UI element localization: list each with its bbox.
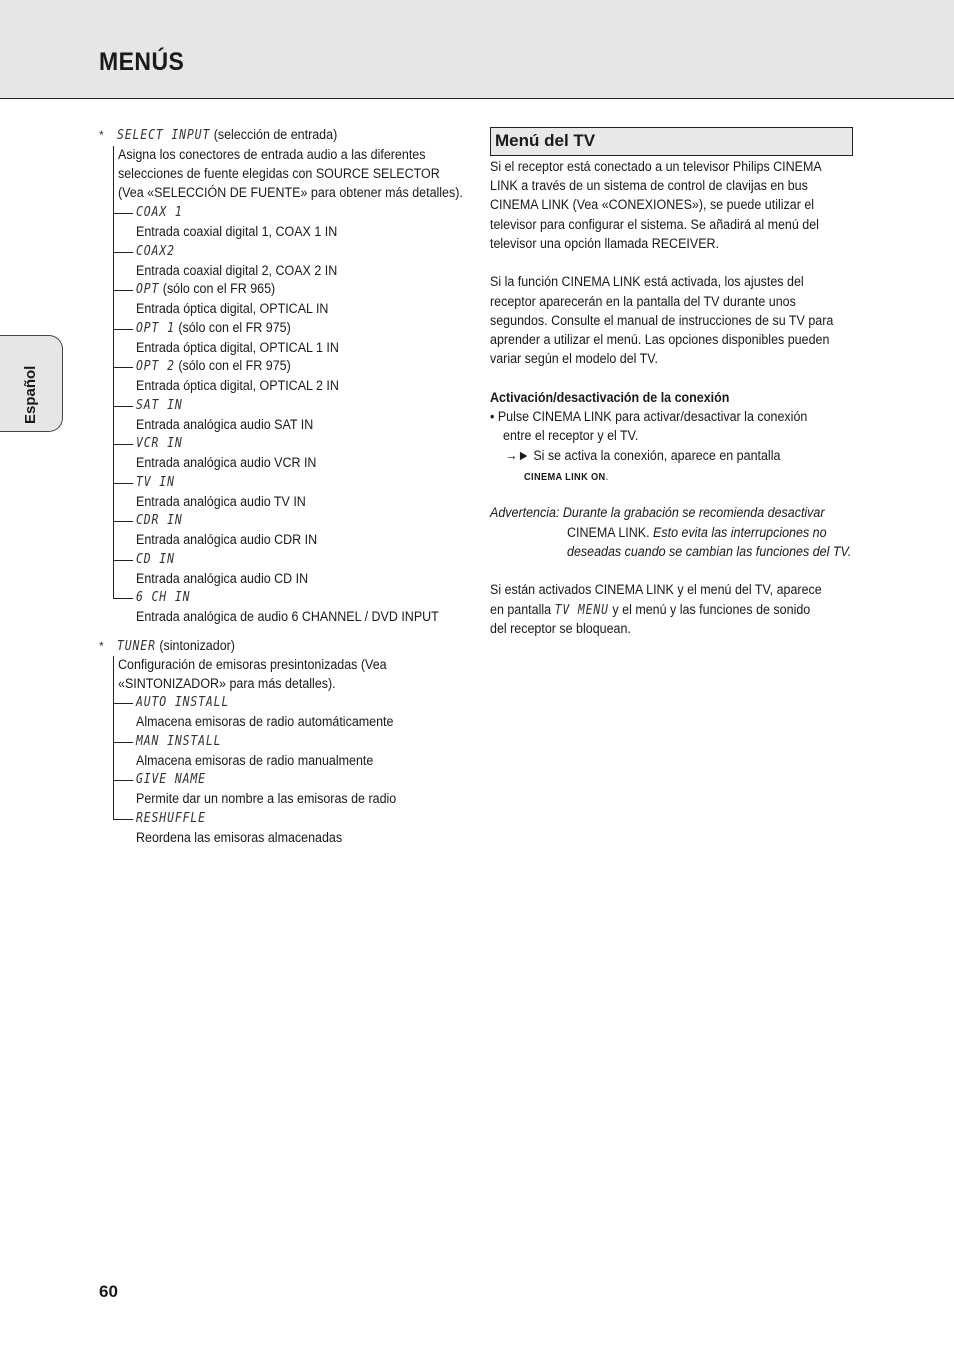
option-code: AUTO INSTALL bbox=[136, 695, 230, 710]
page-number: 60 bbox=[99, 1282, 118, 1301]
paragraph-line: CINEMA LINK (Vea «CONEXIONES»), se puede utilizar el bbox=[490, 197, 815, 213]
option-code: RESHUFFLE bbox=[136, 811, 206, 826]
option-heading bbox=[136, 319, 291, 338]
display-text: CINEMA LINK ON bbox=[524, 471, 606, 483]
option-code: MAN INSTALL bbox=[136, 734, 222, 749]
option-desc: Entrada analógica audio CD IN bbox=[136, 571, 309, 587]
tree-branch bbox=[113, 598, 133, 599]
tree-branch bbox=[113, 483, 133, 484]
option-desc: Almacena emisoras de radio manualmente bbox=[136, 753, 374, 769]
bullet-star-icon: * bbox=[99, 639, 104, 653]
paragraph-line: Si el receptor está conectado a un televisor Philips CINEMA bbox=[490, 159, 822, 175]
option-note: (sólo con el FR 975) bbox=[178, 358, 291, 374]
desc-line: (Vea «SELECCIÓN DE FUENTE» para obtener más detalles). bbox=[118, 185, 463, 201]
bullet-star-icon: * bbox=[99, 128, 104, 142]
tree-branch bbox=[113, 742, 133, 743]
option-note: (sólo con el FR 965) bbox=[162, 281, 276, 297]
desc-line: «SINTONIZADOR» para más detalles). bbox=[118, 676, 336, 692]
option-code: OPT 2 bbox=[136, 359, 175, 374]
tree-branch bbox=[113, 406, 133, 407]
tree-connector bbox=[113, 656, 114, 819]
tree-branch bbox=[113, 213, 133, 214]
warning-text-plain: CINEMA LINK. bbox=[567, 525, 650, 541]
desc-line: Configuración de emisoras presintonizadas (Vea bbox=[118, 657, 387, 673]
paragraph-line: segundos. Consulte el manual de instrucciones de su TV para bbox=[490, 313, 834, 329]
bullet-line: entre el receptor y el TV. bbox=[503, 428, 639, 444]
paragraph-line: aprender a utilizar el menú. Las opciones disponibles pueden bbox=[490, 332, 830, 348]
header-bar bbox=[0, 0, 954, 99]
heading-note: (sintonizador) bbox=[159, 638, 235, 654]
section-title: Menú del TV bbox=[495, 131, 596, 150]
lcd-code: TV MENU bbox=[554, 603, 609, 618]
lcd-code: TUNER bbox=[117, 639, 156, 654]
option-desc: Entrada coaxial digital 1, COAX 1 IN bbox=[136, 224, 338, 240]
section-title-box bbox=[490, 127, 853, 156]
option-code: COAX2 bbox=[136, 244, 175, 259]
language-tab-label: Español bbox=[22, 365, 39, 424]
warning-line: deseadas cuando se cambian las funciones del TV. bbox=[567, 544, 852, 560]
arrow-text: Si se activa la conexión, aparece en pantalla bbox=[533, 448, 781, 464]
tree-branch bbox=[113, 521, 133, 522]
paragraph-line: LINK a través de un sistema de control de clavijas en bus bbox=[490, 178, 808, 194]
heading-note: (selección de entrada) bbox=[213, 127, 338, 143]
tree-branch bbox=[113, 703, 133, 704]
text: en pantalla bbox=[490, 602, 552, 618]
desc-line: Asigna los conectores de entrada audio a las diferentes bbox=[118, 147, 426, 163]
language-tab bbox=[0, 335, 63, 432]
option-code: TV IN bbox=[136, 475, 175, 490]
tree-branch bbox=[113, 252, 133, 253]
desc-line: selecciones de fuente elegidas con SOURCE SELECTOR bbox=[118, 166, 440, 182]
option-code: SAT IN bbox=[136, 398, 183, 413]
option-code: CD IN bbox=[136, 552, 175, 567]
option-desc: Entrada analógica de audio 6 CHANNEL / DVD INPUT bbox=[136, 609, 439, 625]
option-desc: Entrada analógica audio VCR IN bbox=[136, 455, 317, 471]
option-desc: Entrada analógica audio CDR IN bbox=[136, 532, 318, 548]
warning-line bbox=[490, 504, 825, 523]
paragraph-line bbox=[490, 601, 810, 620]
option-code: GIVE NAME bbox=[136, 772, 206, 787]
tree-branch bbox=[113, 367, 133, 368]
option-desc: Entrada óptica digital, OPTICAL 1 IN bbox=[136, 340, 339, 356]
option-desc: Almacena emisoras de radio automáticamente bbox=[136, 714, 394, 730]
arrow-line bbox=[505, 447, 780, 466]
paragraph-line: variar según el modelo del TV. bbox=[490, 351, 658, 367]
paragraph-line: televisor una opción llamada RECEIVER. bbox=[490, 236, 720, 252]
tree-branch bbox=[113, 560, 133, 561]
tree-branch bbox=[113, 819, 133, 820]
option-note: (sólo con el FR 975) bbox=[178, 320, 291, 336]
tree-branch bbox=[113, 780, 133, 781]
paragraph-line: receptor aparecerán en la pantalla del TV durante unos bbox=[490, 294, 796, 310]
option-code: OPT bbox=[136, 282, 160, 297]
option-desc: Entrada analógica audio TV IN bbox=[136, 494, 306, 510]
option-desc: Entrada óptica digital, OPTICAL 2 IN bbox=[136, 378, 339, 394]
option-desc: Entrada coaxial digital 2, COAX 2 IN bbox=[136, 263, 338, 279]
option-code: VCR IN bbox=[136, 436, 183, 451]
warning-label: Advertencia: bbox=[490, 505, 560, 521]
display-readout bbox=[524, 467, 608, 487]
arrow-icon: →► bbox=[505, 448, 530, 464]
option-code: 6 CH IN bbox=[136, 590, 191, 605]
display-end: . bbox=[605, 471, 609, 483]
subheading: Activación/desactivación de la conexión bbox=[490, 390, 730, 406]
warning-text: Durante la grabación se recomienda desactivar bbox=[562, 505, 825, 521]
option-code: OPT 1 bbox=[136, 321, 175, 336]
option-desc: Reordena las emisoras almacenadas bbox=[136, 830, 343, 846]
tree-branch bbox=[113, 290, 133, 291]
warning-line bbox=[567, 524, 827, 543]
option-heading bbox=[136, 357, 291, 376]
option-code: COAX 1 bbox=[136, 205, 183, 220]
option-heading bbox=[136, 280, 275, 299]
paragraph-line: televisor para configurar el sistema. Se añadirá al menú del bbox=[490, 217, 819, 233]
option-desc: Entrada analógica audio SAT IN bbox=[136, 417, 314, 433]
tree-branch bbox=[113, 444, 133, 445]
paragraph-line: Si están activados CINEMA LINK y el menú del TV, aparece bbox=[490, 582, 822, 598]
page-title: MENÚS bbox=[99, 48, 185, 76]
bullet-line: • Pulse CINEMA LINK para activar/desactivar la conexión bbox=[490, 409, 808, 425]
option-desc: Entrada óptica digital, OPTICAL IN bbox=[136, 301, 329, 317]
paragraph-line: Si la función CINEMA LINK está activada, los ajustes del bbox=[490, 274, 804, 290]
tuner-heading bbox=[117, 637, 235, 656]
paragraph-line: del receptor se bloquean. bbox=[490, 621, 631, 637]
select-input-heading bbox=[117, 126, 337, 145]
tree-branch bbox=[113, 329, 133, 330]
lcd-code: SELECT INPUT bbox=[117, 128, 211, 143]
option-desc: Permite dar un nombre a las emisoras de radio bbox=[136, 791, 397, 807]
text: y el menú y las funciones de sonido bbox=[612, 602, 811, 618]
option-code: CDR IN bbox=[136, 513, 183, 528]
warning-text: Esto evita las interrupciones no bbox=[653, 525, 827, 541]
